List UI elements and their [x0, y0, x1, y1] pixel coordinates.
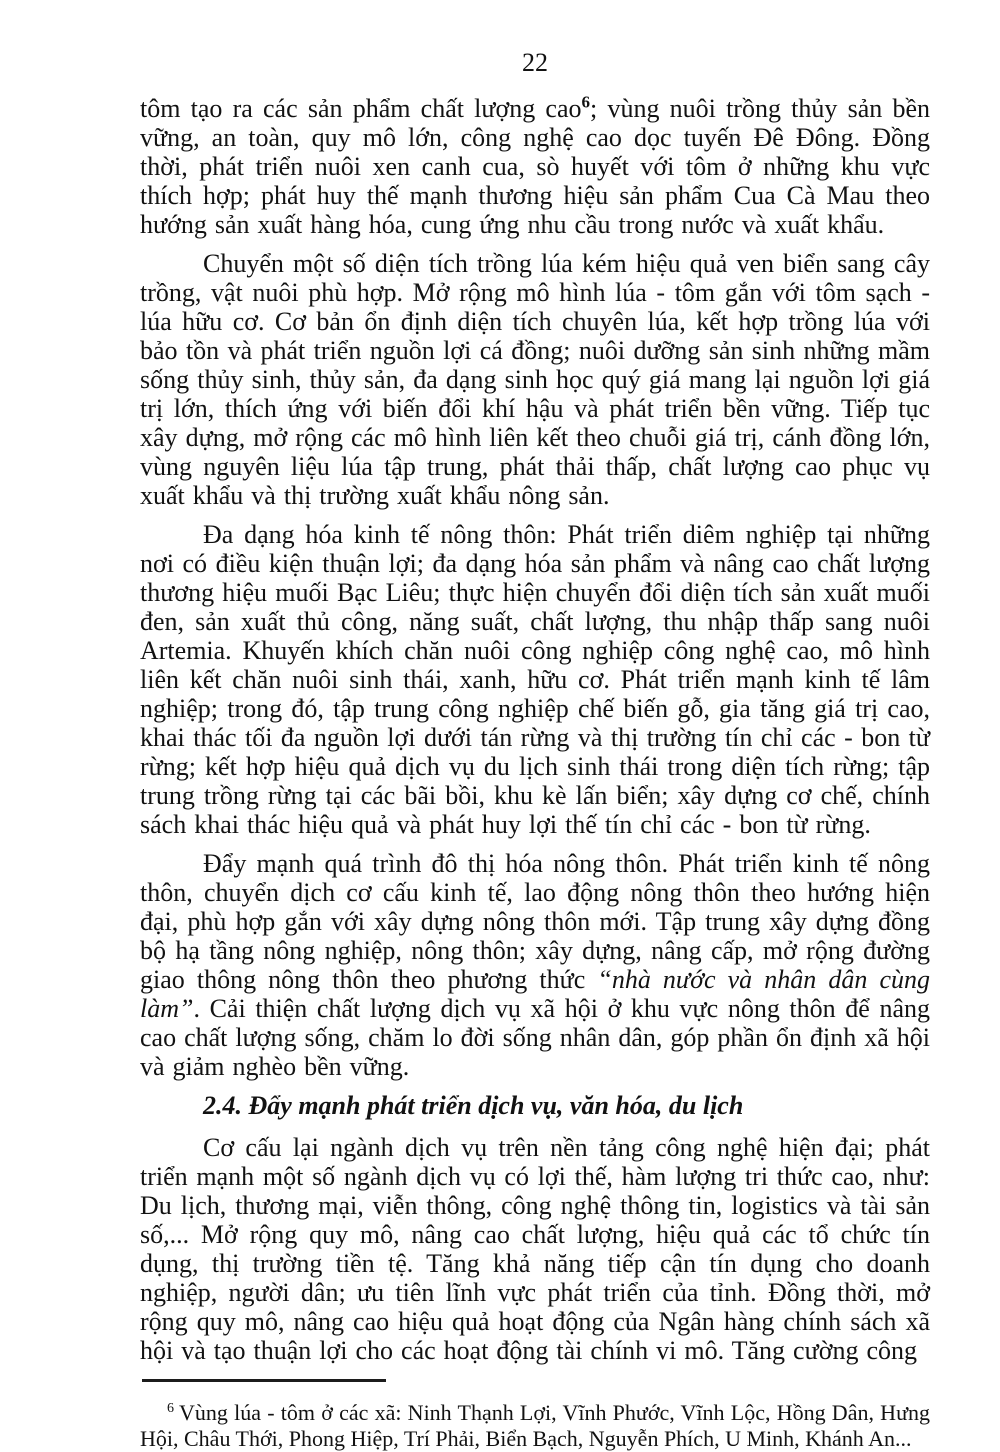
footnote-area: [140, 1379, 930, 1452]
footnote-marker: 6: [167, 1400, 174, 1416]
quoted-phrase: “nhà nước và nhân dân cùng làm”: [140, 965, 931, 1023]
paragraph-services-development: Cơ cấu lại ngành dịch vụ trên nền tảng công nghệ hiện đại; phát triển mạnh một số ngành dịch vụ có lợi thế, hàm lượng tri thức cao, như: Du lịch, thương mại, viễn thông, công nghệ thông tin, logistics và tài sản số,... Mở rộng quy mô, nâng cao chất lượng, hiệu quả các tổ chức tín dụng, thị trường tiền tệ. Tăng khả năng tiếp cận tín dụng cho doanh nghiệp, người dân; ưu tiên lĩnh vực phát triển của tỉnh. Đồng thời, mở rộng quy mô, nâng cao hiệu quả hoạt động của Ngân hàng chính sách xã hội và tạo thuận lợi cho các hoạt động tài chính vi mô. Tăng cường công: [140, 1133, 930, 1365]
paragraph-text-segment: . Cải thiện chất lượng dịch vụ xã hội ở khu vực nông thôn để nâng cao chất lượng sống, chăm lo đời sống nhân dân, góp phần ổn định xã hội và giảm nghèo bền vững.: [140, 994, 930, 1081]
section-heading-2-4: 2.4. Đẩy mạnh phát triển dịch vụ, văn hóa, du lịch: [203, 1091, 744, 1120]
paragraph-rural-economy-diversification: Đa dạng hóa kinh tế nông thôn: Phát triển diêm nghiệp tại những nơi có điều kiện thuận lợi; đa dạng hóa sản phẩm và nâng cao chất lượng thương hiệu muối Bạc Liêu; thực hiện chuyển đổi diện tích sản xuất muối đen, sản xuất thủ công, năng suất, chất lượng, thu nhập thấp sang nuôi Artemia. Khuyến khích chăn nuôi công nghiệp công nghệ cao, mô hình liên kết chăn nuôi sinh thái, xanh, hữu cơ. Phát triển mạnh kinh tế lâm nghiệp; trong đó, tập trung công nghiệp chế biến gỗ, gia tăng giá trị cao, khai thác tối đa nguồn lợi dưới tán rừng và thị trường tín chỉ các - bon từ rừng; kết hợp hiệu quả dịch vụ du lịch sinh thái trong diện tích rừng; tập trung trồng rừng tại các bãi bồi, khu kè lấn biển; xây dựng cơ chế, chính sách khai thác hiệu quả và phát huy lợi thế tín chỉ các - bon từ rừng.: [140, 520, 930, 839]
paragraph-text-segment: ; vùng nuôi trồng thủy sản bền vững, an toàn, quy mô lớn, công nghệ cao dọc tuyến Đê Đông. Đồng thời, phát triển nuôi xen canh cua, sò huyết với tôm ở những khu vực thích hợp; phát huy thế mạnh thương hiệu sản phẩm Cua Cà Mau theo hướng sản xuất hàng hóa, cung ứng nhu cầu trong nước và xuất khẩu.: [140, 94, 930, 239]
footnote-text: Vùng lúa - tôm ở các xã: Ninh Thạnh Lợi, Vĩnh Phước, Vĩnh Lộc, Hồng Dân, Hưng Hội, Châu Thới, Phong Hiệp, Trí Phải, Biển Bạch, Nguyễn Phích, U Minh, Khánh An...: [140, 1400, 930, 1451]
page-body-text: [140, 94, 930, 1365]
footnote-separator-rule: [142, 1379, 386, 1382]
paragraph-text-segment: Đẩy mạnh quá trình đô thị hóa nông thôn. Phát triển kinh tế nông thôn, chuyển dịch cơ cấu kinh tế, lao động nông thôn theo hướng hiện đại, phù hợp gắn với xây dựng nông thôn mới. Tập trung xây dựng đồng bộ hạ tầng nông nghiệp, nông thôn; xây dựng, nâng cấp, mở rộng đường giao thông nông thôn theo phương thức: [140, 849, 930, 994]
footnote-6: [140, 1400, 930, 1452]
paragraph-rice-shrimp-conversion: Chuyển một số diện tích trồng lúa kém hiệu quả ven biển sang cây trồng, vật nuôi phù hợp. Mở rộng mô hình lúa - tôm gắn với tôm sạch - lúa hữu cơ. Cơ bản ổn định diện tích chuyên lúa, kết hợp trồng lúa với bảo tồn và phát triển nguồn lợi cá đồng; nuôi dưỡng sản sinh những mầm sống thủy sinh, thủy sản, đa dạng sinh học quý giá mang lại nguồn lợi giá trị lớn, thích ứng với biến đổi khí hậu và phát triển bền vững. Tiếp tục xây dựng, mở rộng các mô hình liên kết theo chuỗi giá trị, cánh đồng lớn, vùng nguyên liệu lúa tập trung, phát thải thấp, chất lượng cao phục vụ xuất khẩu và thị trường xuất khẩu nông sản.: [140, 249, 930, 510]
paragraph-shrimp-aquaculture: [140, 94, 930, 239]
footnote-reference-6: 6: [581, 92, 591, 112]
paragraph-rural-urbanization: [140, 849, 930, 1081]
paragraph-text-segment: tôm tạo ra các sản phẩm chất lượng cao: [140, 94, 582, 123]
page-number: 22: [522, 48, 548, 77]
